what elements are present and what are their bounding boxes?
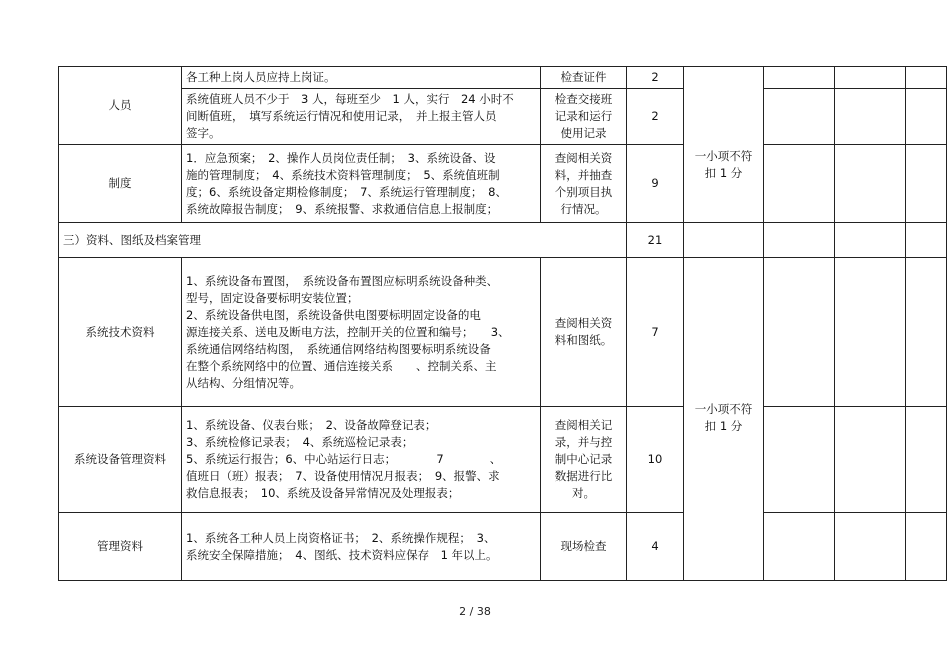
blank-cell (835, 258, 906, 407)
blank-cell (835, 89, 906, 145)
page-number: 2 / 38 (459, 605, 491, 618)
table-row (59, 145, 947, 223)
category-cell: 人员 (59, 67, 182, 145)
score-cell: 10 (627, 407, 684, 513)
score-cell: 2 (627, 89, 684, 145)
blank-cell (835, 145, 906, 223)
blank-cell (835, 513, 906, 581)
content-cell: 1、系统设备、仪表台账； 2、设备故障登记表； 3、系统检修记录表； 4、系统巡检记录表； 5、系统运行报告；6、中心站运行日志； 7 、 值班日（班）报表； 7、设备使用情况月报表； 9、报警、求 救信息报表； 10、系统及设备异常情况及处理报表； (182, 407, 541, 513)
method-cell: 检查交接班 记录和运行 使用记录 (541, 89, 627, 145)
score-cell: 9 (627, 145, 684, 223)
section-header-row (59, 223, 947, 258)
category-cell: 管理资料 (59, 513, 182, 581)
blank-cell (835, 407, 906, 513)
blank-cell (764, 223, 835, 258)
blank-cell (764, 258, 835, 407)
method-cell: 查阅相关资 料，并抽查 个别项目执 行情况。 (541, 145, 627, 223)
content-cell: 1、系统各工种人员上岗资格证书； 2、系统操作规程； 3、 系统安全保障措施； 4、图纸、技术资料应保存 1 年以上。 (182, 513, 541, 581)
table-row (59, 407, 947, 513)
blank-cell (684, 223, 764, 258)
table-row (59, 89, 947, 145)
inspection-table (58, 66, 947, 581)
deduction-cell: 一小项不符 扣 1 分 (684, 67, 764, 223)
score-cell: 2 (627, 67, 684, 89)
table-row (59, 67, 947, 89)
blank-cell (906, 223, 947, 258)
blank-cell (906, 407, 947, 513)
score-cell: 21 (627, 223, 684, 258)
blank-cell (906, 89, 947, 145)
blank-cell (764, 145, 835, 223)
method-cell: 现场检查 (541, 513, 627, 581)
blank-cell (835, 223, 906, 258)
score-cell: 4 (627, 513, 684, 581)
deduction-cell: 一小项不符 扣 1 分 (684, 258, 764, 581)
score-cell: 7 (627, 258, 684, 407)
blank-cell (764, 89, 835, 145)
content-cell: 系统值班人员不少于 3 人，每班至少 1 人，实行 24 小时不 间断值班， 填写系统运行情况和使用记录， 并上报主管人员 签字。 (182, 89, 541, 145)
blank-cell (906, 67, 947, 89)
category-cell: 制度 (59, 145, 182, 223)
blank-cell (906, 258, 947, 407)
table-row (59, 513, 947, 581)
category-cell: 系统设备管理资料 (59, 407, 182, 513)
method-cell: 查阅相关记 录，并与控 制中心记录 数据进行比 对。 (541, 407, 627, 513)
method-cell: 检查证件 (541, 67, 627, 89)
blank-cell (764, 67, 835, 89)
table-row (59, 258, 947, 407)
content-cell: 1．应急预案； 2、操作人员岗位责任制； 3、系统设备、设 施的管理制度； 4、系统技术资料管理制度； 5、系统值班制 度；6、系统设备定期检修制度； 7、系统运行管理制度； 8、 系统故障报告制度； 9、系统报警、求救通信信息上报制度； (182, 145, 541, 223)
method-cell: 查阅相关资 料和图纸。 (541, 258, 627, 407)
blank-cell (906, 145, 947, 223)
content-cell: 各工种上岗人员应持上岗证。 (182, 67, 541, 89)
blank-cell (764, 407, 835, 513)
blank-cell (764, 513, 835, 581)
section-title: 三）资料、图纸及档案管理 (59, 223, 627, 258)
blank-cell (906, 513, 947, 581)
category-cell: 系统技术资料 (59, 258, 182, 407)
blank-cell (835, 67, 906, 89)
content-cell: 1、系统设备布置图， 系统设备布置图应标明系统设备种类、 型号，固定设备要标明安装位置； 2、系统设备供电图，系统设备供电图要标明固定设备的电 源连接关系、送电及断电方法，控制开关的位置和编号； 3、 系统通信网络结构图， 系统通信网络结构图要标明系统设备 在整个系统网络中的位置、通信连接关系 、控制关系、主 从结构、分组情况等。 (182, 258, 541, 407)
